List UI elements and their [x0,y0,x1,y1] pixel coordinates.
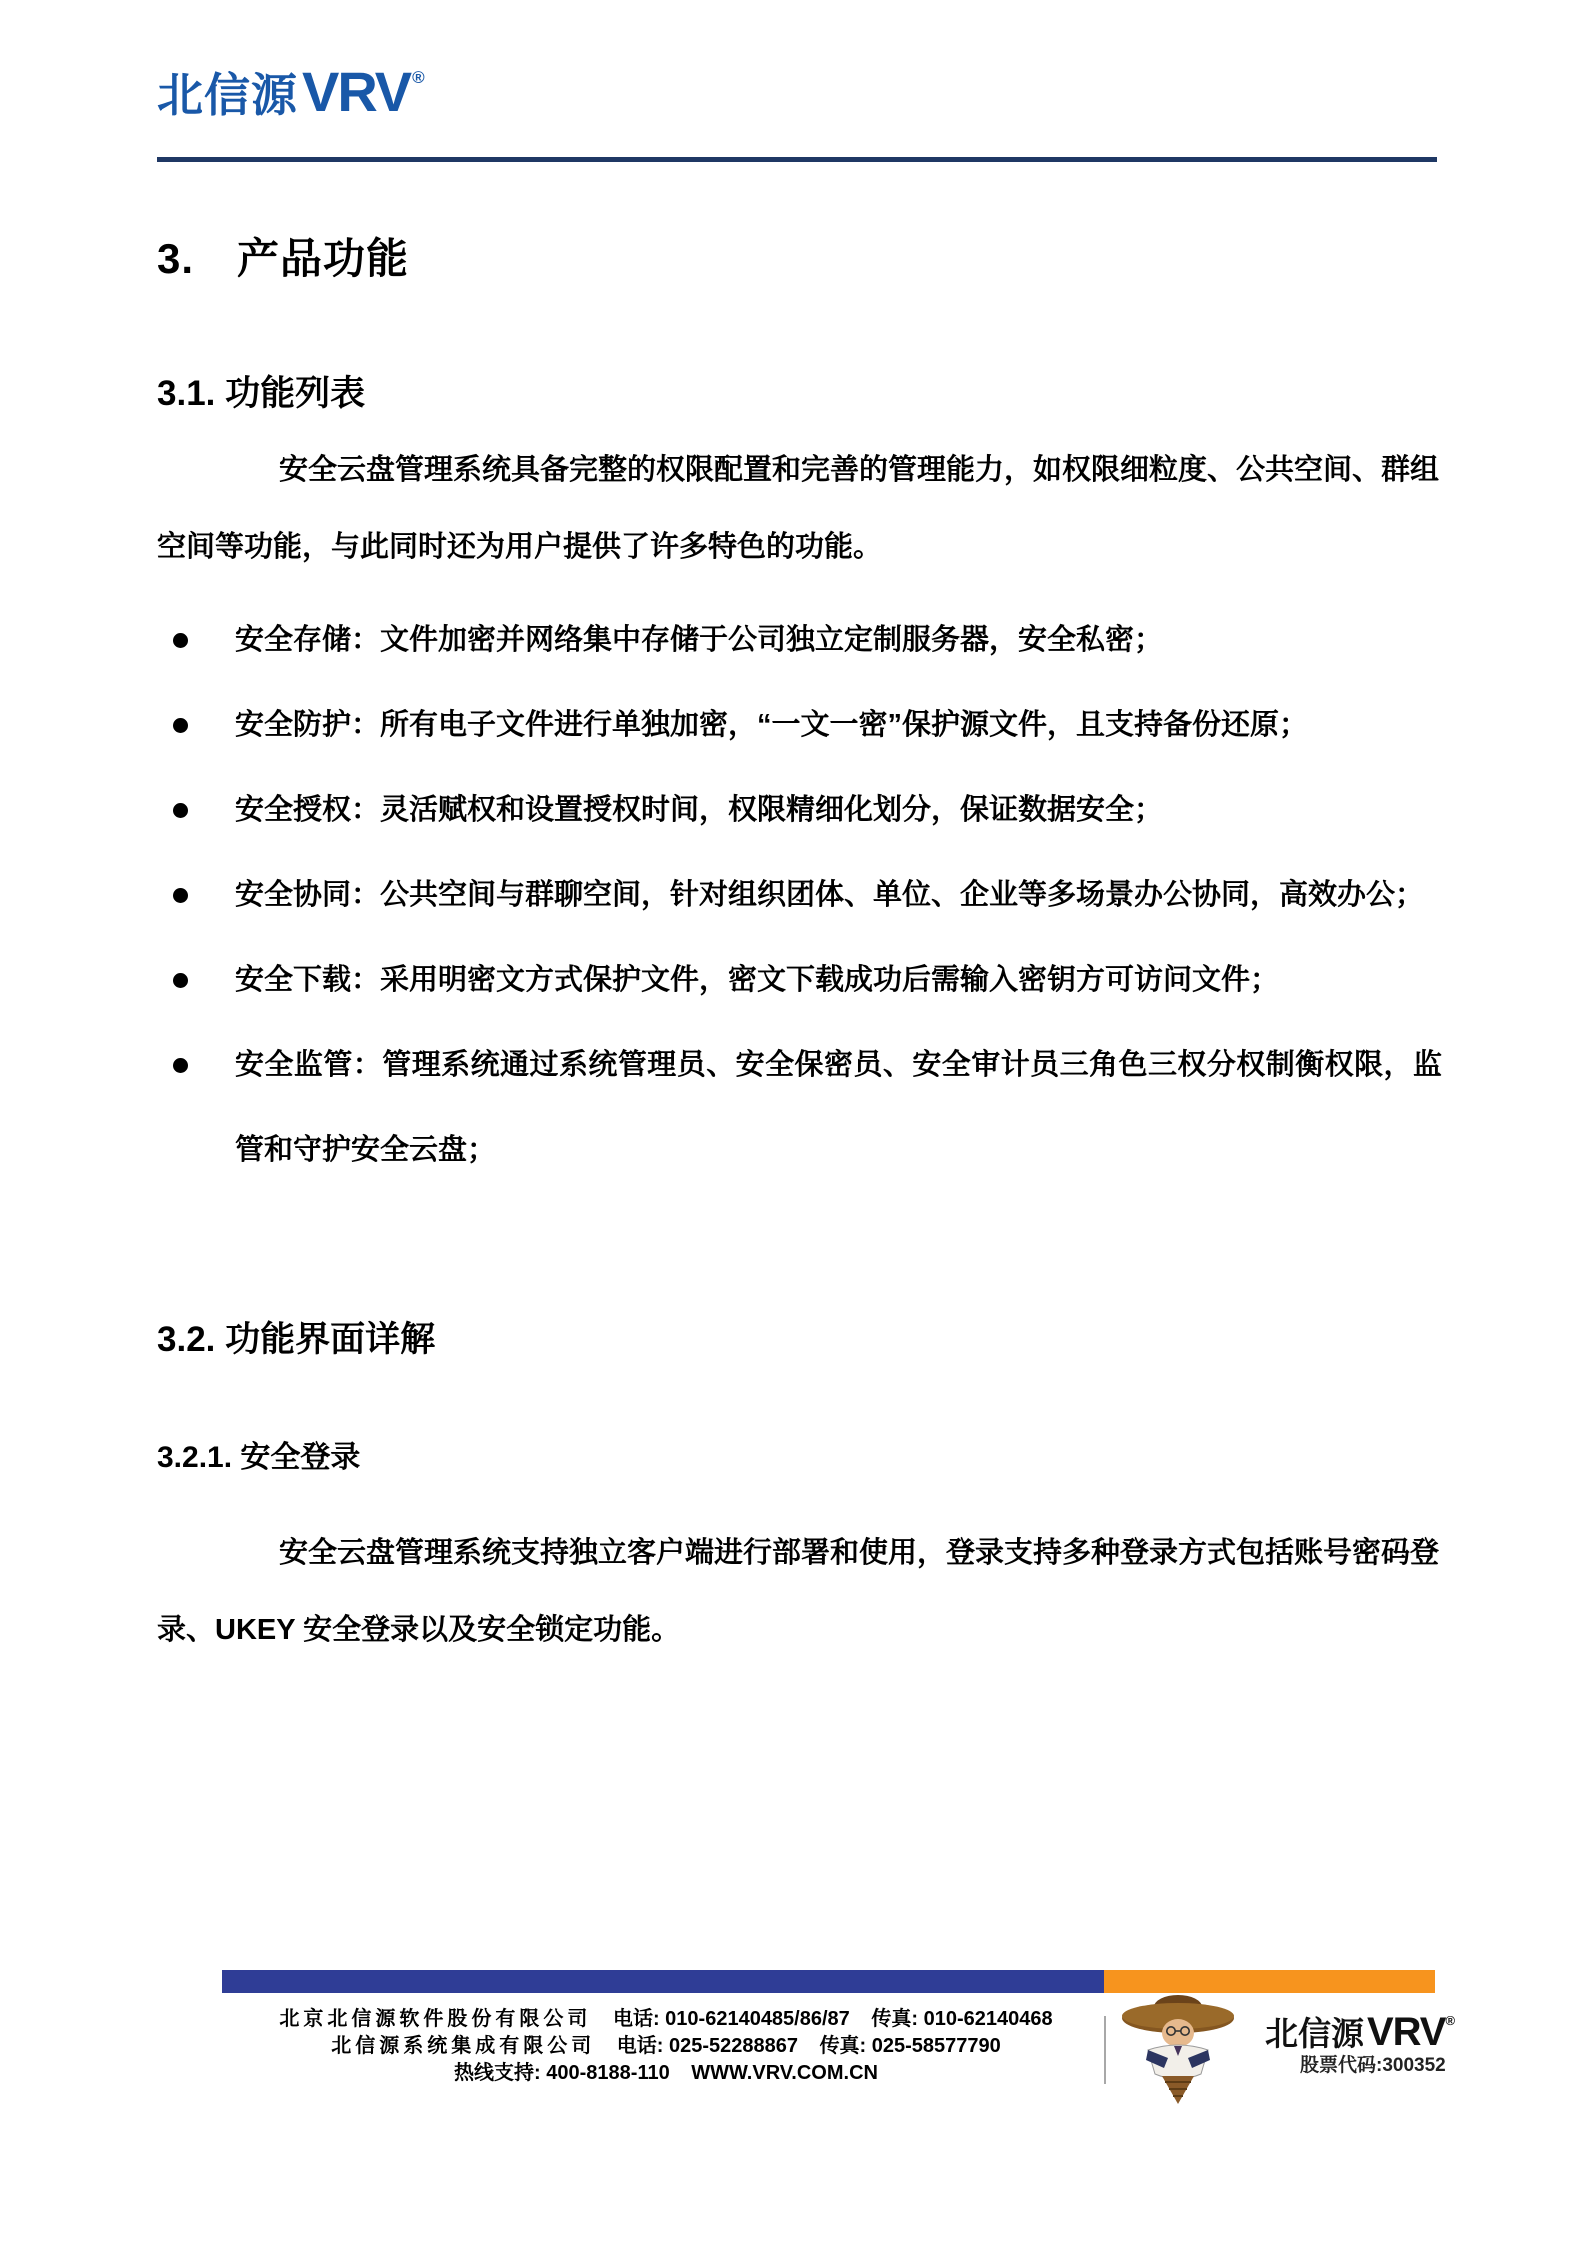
intro-paragraph: 安全云盘管理系统具备完整的权限配置和完善的管理能力，如权限细粒度、公共空间、群组空间等功能，与此同时还为用户提供了许多特色的功能。 [157,454,1440,563]
phone-2: 电话: 025-52288867 [616,2035,798,2057]
vrv-logo [157,60,425,123]
vrv-logo-cn: 北信源 [157,69,298,121]
footer-color-bar [222,1970,1435,1993]
feature-item-download [157,938,1442,1023]
subsection-title-feature-list: 3.1. 功能列表 [157,374,366,413]
subsection-title-secure-login: 3.2.1. 安全登录 [157,1441,361,1474]
footer-line-1 [226,2006,1106,2033]
bullet-icon [173,633,188,648]
feature-item-storage [157,598,1442,683]
vrv-mascot-image [1116,1992,1248,2106]
footer-vrv-logo-cn: 北信源 [1264,2015,1364,2052]
bullet-icon [173,973,188,988]
stock-code: 股票代码:300352 [1300,2055,1446,2076]
feature-text: 安全下载：采用明密文方式保护文件，密文下载成功后需输入密钥方可访问文件； [235,964,1280,996]
feature-text: 安全监管：管理系统通过系统管理员、安全保密员、安全审计员三角色三权分权制衡权限，监管和守护安全云盘； [235,1049,1442,1166]
footer-contact-info [226,2006,1106,2087]
bullet-icon [173,803,188,818]
login-paragraph: 安全云盘管理系统支持独立客户端进行部署和使用，登录支持多种登录方式包括账号密码登录、UKEY 安全登录以及安全锁定功能。 [157,1537,1440,1646]
fax-1: 传真: 010-62140468 [871,2008,1053,2030]
bullet-icon [173,718,188,733]
hotline: 热线支持: 400-8188-110 [454,2062,670,2084]
website-link[interactable]: WWW.VRV.COM.CN [691,2062,878,2084]
feature-text: 安全存储：文件加密并网络集中存储于公司独立定制服务器，安全私密； [235,624,1164,656]
phone-1: 电话: 010-62140485/86/87 [612,2008,850,2030]
bullet-icon [173,888,188,903]
feature-text: 安全协同：公共空间与群聊空间，针对组织团体、单位、企业等多场景办公协同，高效办公； [235,879,1425,911]
fax-2: 传真: 025-58577790 [819,2035,1001,2057]
footer-divider [1104,2016,1106,2084]
feature-bullet-list [157,598,1442,1193]
vrv-logo-en: VRV [302,60,411,123]
company-name-2: 北信源系统集成有限公司 [331,2035,596,2057]
footer-bar-orange [1104,1970,1435,1993]
section-title: 3. 产品功能 [157,235,410,282]
footer-vrv-logo-en: VRV [1366,2010,1446,2054]
footer-bar-blue [222,1970,1104,1993]
feature-item-collaboration [157,853,1442,938]
footer-vrv-logo [1254,2012,1466,2052]
feature-text: 安全防护：所有电子文件进行单独加密，“一文一密”保护源文件，且支持备份还原； [235,709,1309,741]
footer-line-3 [226,2060,1106,2087]
company-name-1: 北京北信源软件股份有限公司 [279,2008,592,2030]
registered-mark-icon: ® [412,68,425,87]
feature-item-protection [157,683,1442,768]
footer-registered-mark-icon: ® [1445,2013,1456,2028]
bullet-icon [173,1058,188,1073]
subsection-title-ui-detail: 3.2. 功能界面详解 [157,1320,436,1359]
footer-line-2 [226,2033,1106,2060]
header-rule [157,157,1437,162]
feature-item-supervision [157,1023,1442,1193]
feature-item-authorization [157,768,1442,853]
feature-text: 安全授权：灵活赋权和设置授权时间，权限精细化划分，保证数据安全； [235,794,1164,826]
